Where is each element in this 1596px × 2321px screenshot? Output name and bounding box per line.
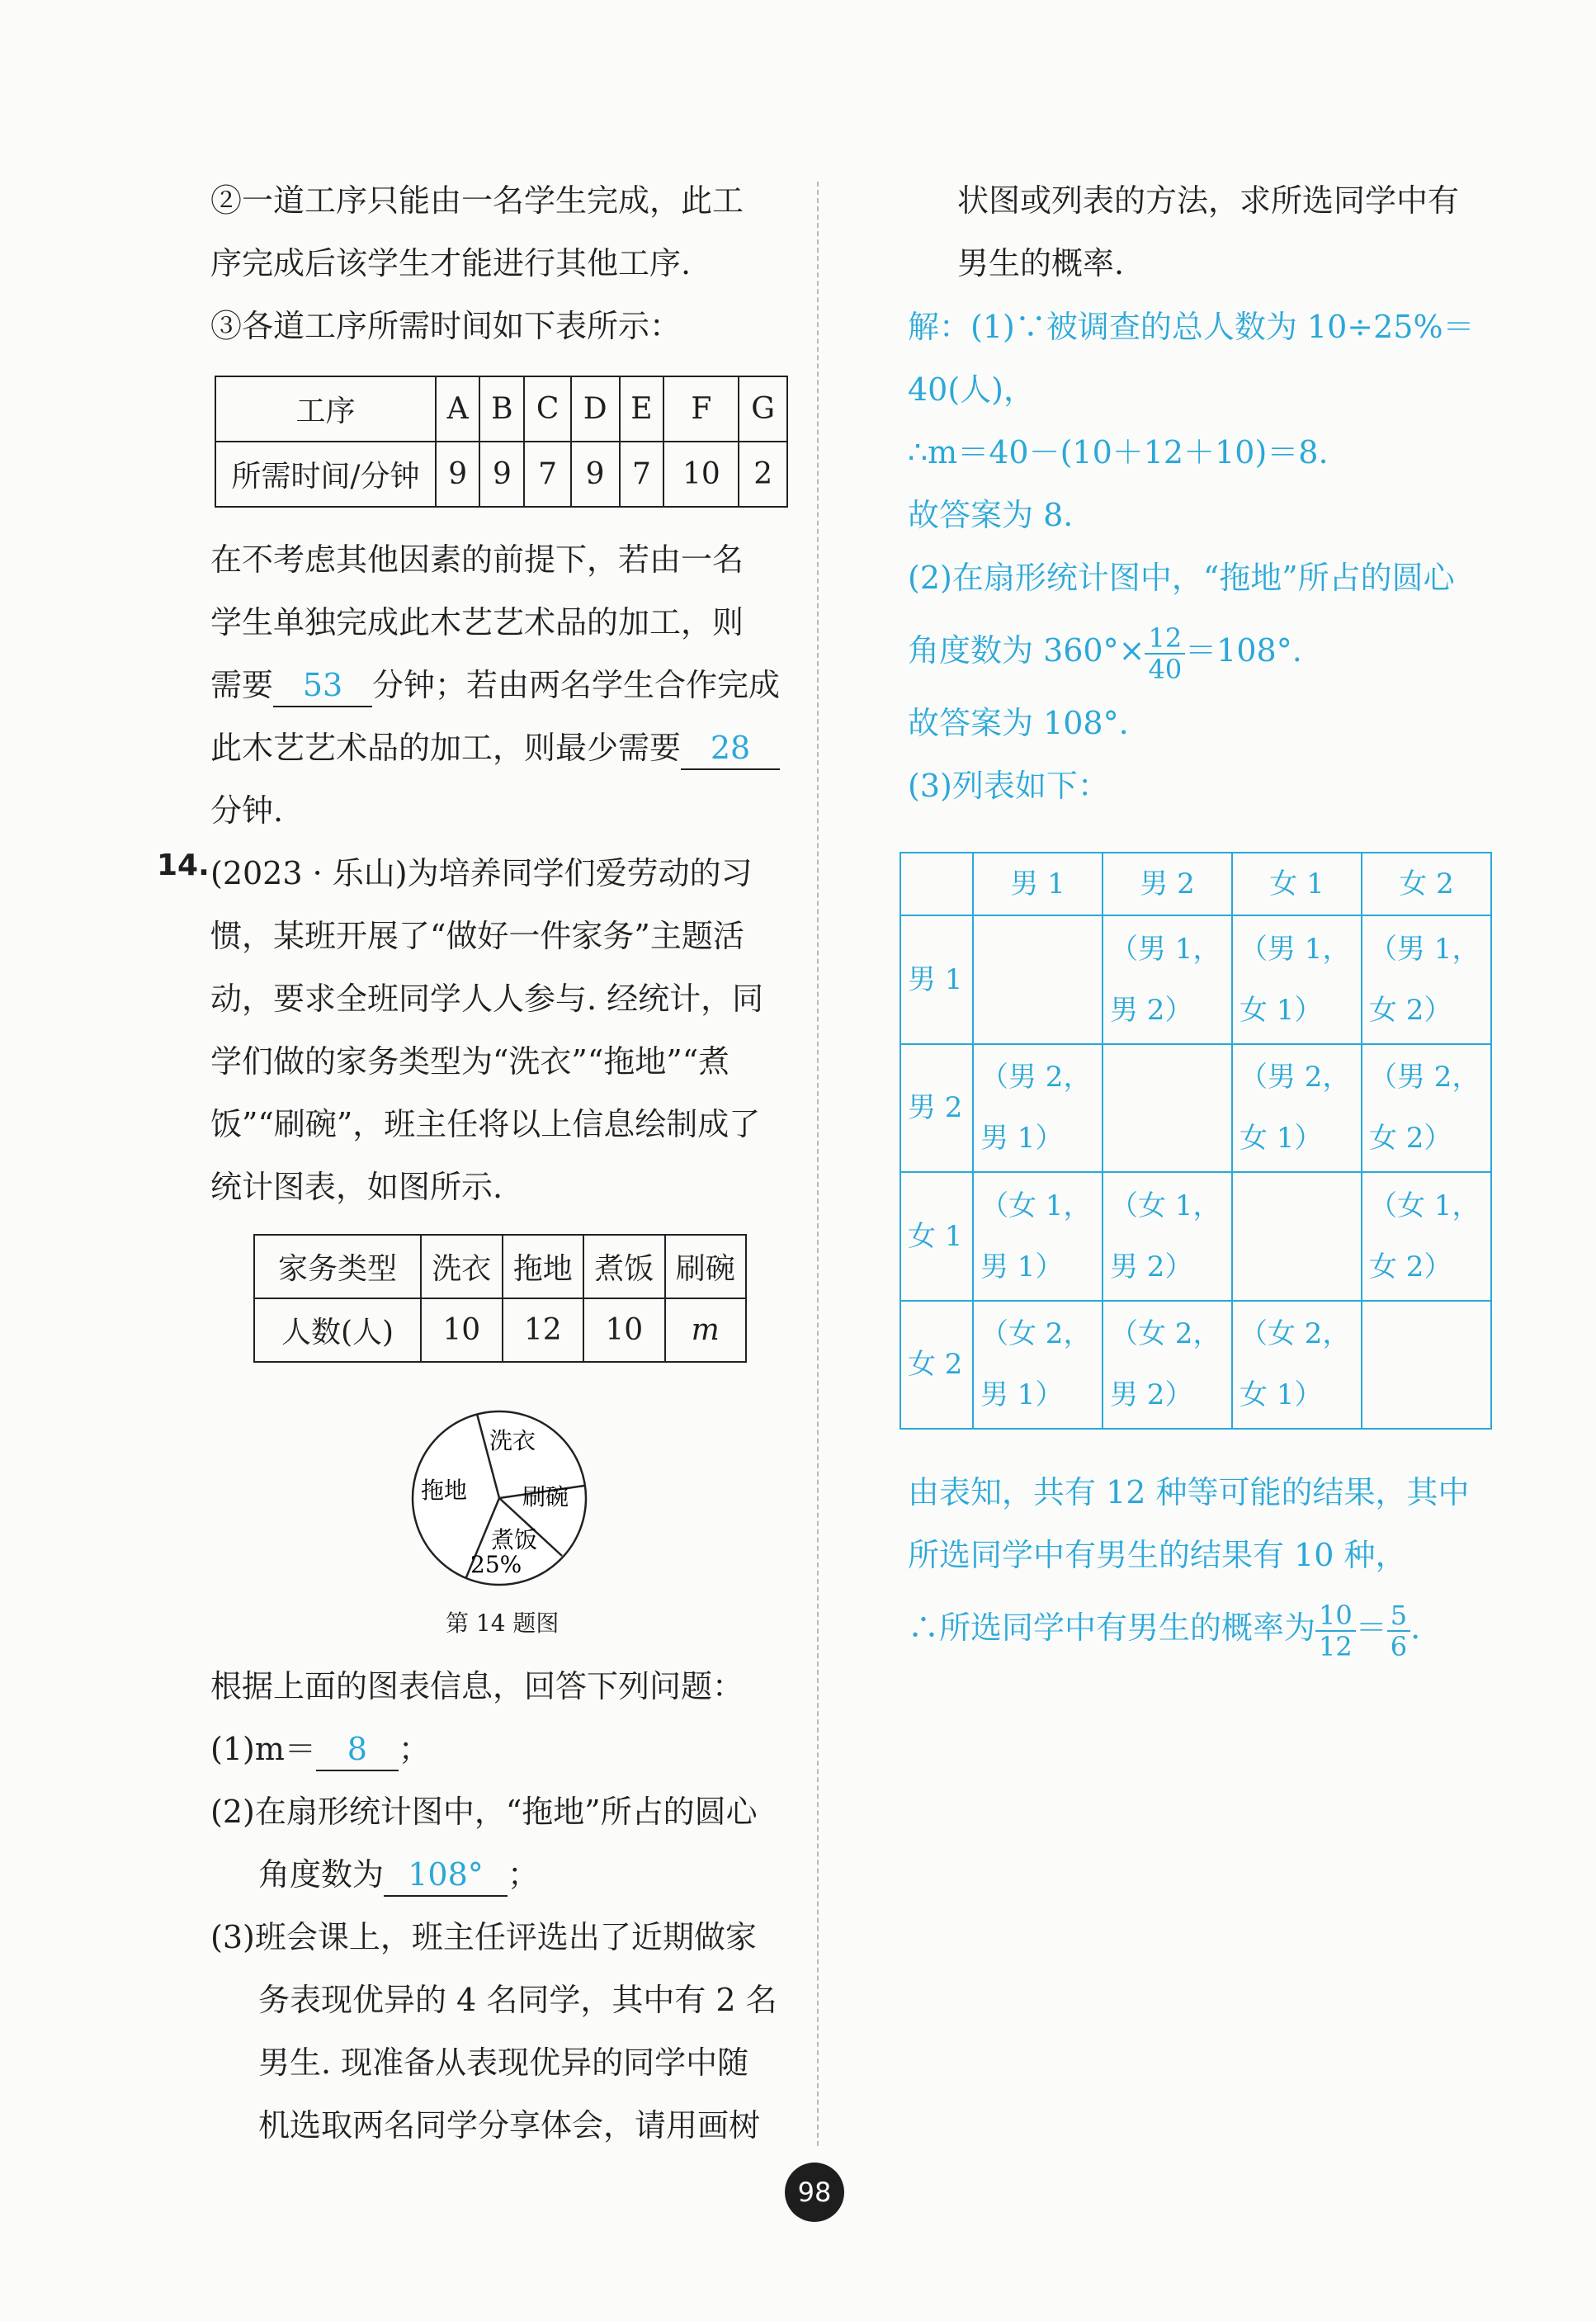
text-span: 角度数为 360°×	[908, 632, 1145, 669]
table-row	[254, 1298, 746, 1362]
text-line: 饭”“刷碗”，班主任将以上信息绘制成了	[210, 1106, 761, 1142]
table-cell: 女 2	[900, 1301, 973, 1430]
table-row	[900, 915, 1491, 1044]
answer-blank-1: 53	[273, 664, 372, 707]
text-line: 由表知，共有 12 种等可能的结果，其中	[908, 1474, 1470, 1510]
right-column-top	[957, 169, 1551, 295]
text-span: ；	[398, 1731, 430, 1767]
pie-label-dishes: 刷碗	[522, 1483, 569, 1510]
text-span: ∴所选同学中有男生的概率为	[908, 1610, 1316, 1646]
text-line: 故答案为 8.	[908, 497, 1074, 533]
text-line: ∴m＝40－(10＋12＋10)＝8.	[908, 434, 1329, 470]
pie-chart	[408, 1407, 590, 1589]
table-cell: 7	[620, 442, 664, 507]
table-cell: （女 2，男 2）	[1103, 1301, 1232, 1430]
solution	[908, 295, 1502, 817]
text-line: (2)在扇形统计图中，“拖地”所占的圆心	[210, 1794, 758, 1830]
question-number: 14.	[157, 849, 210, 882]
table-cell: D	[571, 376, 620, 442]
table-cell: 7	[524, 442, 570, 507]
table-cell: 男 1	[900, 915, 973, 1044]
pie-label-pct: 25%	[470, 1551, 522, 1578]
text-line: 动，要求全班同学人人参与. 经统计，同	[210, 981, 764, 1017]
text-line: 学生单独完成此木艺艺术品的加工，则	[210, 604, 744, 641]
text-span: 分钟；若由两名学生合作完成	[372, 667, 781, 703]
text-line: 根据上面的图表信息，回答下列问题：	[210, 1668, 744, 1704]
table-cell: 9	[571, 442, 620, 507]
text-line	[908, 1586, 1502, 1669]
text-line: 所选同学中有男生的结果有 10 种，	[908, 1537, 1407, 1573]
text-line: ③各道工序所需时间如下表所示：	[210, 308, 682, 344]
table-cell	[1362, 1301, 1491, 1430]
answer-blank-angle: 108°	[384, 1854, 508, 1897]
page-number: 98	[785, 2163, 844, 2222]
table-cell: （女 2，女 1）	[1232, 1301, 1362, 1430]
text-span: (1)m＝	[210, 1731, 316, 1767]
text-line: 序完成后该学生才能进行其他工序.	[210, 245, 692, 281]
left-column	[210, 169, 809, 357]
text-line: 惯，某班开展了“做好一件家务”主题活	[210, 918, 744, 954]
table-cell: 10	[583, 1298, 665, 1362]
table-cell: 10	[421, 1298, 503, 1362]
text-line: 故答案为 108°.	[908, 705, 1129, 741]
text-line: 在不考虑其他因素的前提下，若由一名	[210, 541, 744, 578]
table-cell: 所需时间/分钟	[215, 442, 436, 507]
text-line: (3)班会课上，班主任评选出了近期做家	[210, 1919, 757, 1955]
table-cell: 12	[503, 1298, 584, 1362]
text-line	[210, 1843, 809, 1906]
table-cell: （女 1，女 2）	[1362, 1172, 1491, 1301]
table-cell: G	[739, 376, 787, 442]
fraction-denominator: 12	[1319, 1630, 1353, 1662]
table-cell: 9	[436, 442, 479, 507]
table-cell: E	[620, 376, 664, 442]
text-line: (2023 · 乐山)为培养同学们爱劳动的习	[210, 855, 753, 891]
table-row	[215, 376, 787, 442]
text-span: ；	[508, 1856, 540, 1893]
table-cell: B	[479, 376, 524, 442]
text-line: (2)在扇形统计图中，“拖地”所占的圆心	[908, 560, 1455, 596]
chore-table	[253, 1234, 747, 1363]
table-cell: （男 2，男 1）	[973, 1044, 1103, 1173]
text-line: 40(人)，	[908, 371, 1036, 408]
table-cell: F	[663, 376, 739, 442]
answer-blank-m: 8	[316, 1728, 399, 1771]
table-cell: （男 1，女 1）	[1232, 915, 1362, 1044]
text-span: .	[1410, 1610, 1421, 1646]
text-line: 学们做的家务类型为“洗衣”“拖地”“煮	[210, 1043, 730, 1080]
fraction	[1387, 1600, 1410, 1662]
table-cell: 家务类型	[254, 1235, 421, 1298]
table-cell	[973, 915, 1103, 1044]
table-cell: （女 2，男 1）	[973, 1301, 1103, 1430]
text-span: ＝108°.	[1185, 632, 1302, 669]
process-time-table	[215, 376, 788, 508]
table-row	[254, 1235, 746, 1298]
fraction-numerator: 5	[1387, 1600, 1410, 1632]
table-cell: m	[665, 1298, 747, 1362]
conclusion	[908, 1461, 1502, 1669]
table-cell: 女 1	[900, 1172, 973, 1301]
text-line: 解：(1)∵被调查的总人数为 10÷25%＝	[908, 309, 1475, 345]
text-line: (3)列表如下：	[908, 768, 1109, 804]
table-cell: 9	[479, 442, 524, 507]
pie-label-wash: 洗衣	[489, 1427, 536, 1454]
answer-blank-2: 28	[681, 727, 780, 770]
table-row	[900, 853, 1491, 915]
text-span: 此木艺艺术品的加工，则最少需要	[210, 730, 682, 766]
text-line: 分钟.	[210, 792, 284, 829]
table-cell	[1103, 1044, 1232, 1173]
question-14-text	[210, 842, 809, 1218]
text-line: 务表现优异的 4 名同学，其中有 2 名	[258, 1982, 777, 2018]
table-cell: 煮饭	[583, 1235, 665, 1298]
fraction-denominator: 6	[1390, 1630, 1408, 1662]
table-row	[900, 1172, 1491, 1301]
fraction-numerator: 10	[1315, 1600, 1356, 1632]
table-cell: （女 1，男 2）	[1103, 1172, 1232, 1301]
pie-label-cook: 煮饭	[491, 1526, 538, 1553]
table-cell	[1232, 1172, 1362, 1301]
table-row	[900, 1044, 1491, 1173]
table-cell: A	[436, 376, 479, 442]
text-line	[210, 654, 809, 716]
text-line	[210, 1718, 809, 1780]
table-cell: （男 2，女 2）	[1362, 1044, 1491, 1173]
table-cell: 洗衣	[421, 1235, 503, 1298]
table-cell: 刷碗	[665, 1235, 747, 1298]
table-cell: （男 2，女 1）	[1232, 1044, 1362, 1173]
table-cell: 女 1	[1232, 853, 1362, 915]
text-line: 状图或列表的方法，求所选同学中有	[957, 182, 1460, 219]
fraction-denominator: 40	[1148, 653, 1183, 685]
text-line: 机选取两名同学分享体会，请用画树	[258, 2107, 761, 2144]
text-line: 男生的概率.	[957, 245, 1125, 281]
table-row	[215, 442, 787, 507]
text-line	[908, 609, 1502, 692]
table-cell: （男 1，男 2）	[1103, 915, 1232, 1044]
table-row	[900, 1301, 1491, 1430]
table-cell: 拖地	[503, 1235, 584, 1298]
text-span: 角度数为	[258, 1856, 385, 1893]
table-cell: 人数(人)	[254, 1298, 421, 1362]
table-cell: 10	[663, 442, 739, 507]
text-line	[210, 716, 809, 779]
table-cell: （女 1，男 1）	[973, 1172, 1103, 1301]
table-cell: C	[524, 376, 570, 442]
text-line: 统计图表，如图所示.	[210, 1169, 503, 1205]
table-cell: 女 2	[1362, 853, 1491, 915]
table-cell: （男 1，女 2）	[1362, 915, 1491, 1044]
table-cell: 男 1	[973, 853, 1103, 915]
left-column-cont	[210, 528, 809, 842]
table-cell: 男 2	[900, 1044, 973, 1173]
text-span: 需要	[210, 667, 274, 703]
pie-label-mop: 拖地	[421, 1477, 468, 1504]
table-cell: 男 2	[1103, 853, 1232, 915]
fraction	[1315, 1600, 1356, 1662]
text-line: ②一道工序只能由一名学生完成，此工	[210, 182, 744, 219]
text-span: ＝	[1355, 1610, 1387, 1646]
column-divider	[817, 182, 819, 2146]
fraction	[1145, 623, 1185, 684]
text-line: 男生. 现准备从表现优异的同学中随	[258, 2044, 749, 2081]
outcome-table	[900, 852, 1492, 1430]
figure-caption: 第 14 题图	[446, 1610, 560, 1637]
table-cell: 工序	[215, 376, 436, 442]
fraction-numerator: 12	[1145, 623, 1185, 655]
questions	[210, 1655, 809, 2157]
table-cell: 2	[739, 442, 787, 507]
table-cell	[900, 853, 973, 915]
